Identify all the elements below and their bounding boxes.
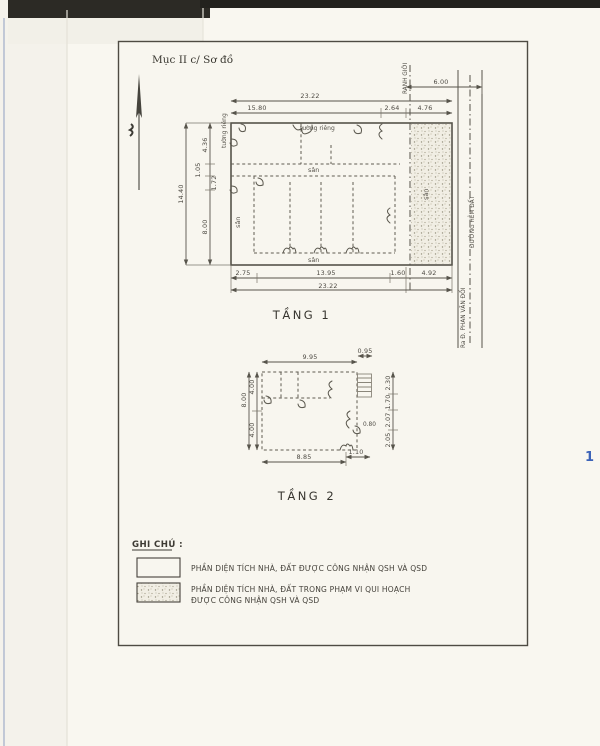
- dim-f2-bot-seg2: 1.10: [348, 448, 364, 456]
- dim-f1-bot-seg3: 1.60: [390, 269, 406, 277]
- floor1-yard-label-bottom: sân: [308, 256, 320, 264]
- legend-item1-label: PHẦN DIỆN TÍCH NHÀ, ĐẤT ĐƯỢC CÔNG NHẬN QSH VÀ QSD: [191, 564, 428, 573]
- dim-f2-right-seg2: 1.70: [384, 394, 392, 410]
- dim-f1-top-total: 23.22: [300, 92, 320, 100]
- dim-f2-left-seg1: 4.00: [248, 379, 256, 395]
- dim-f1-left-seg2: 1.05: [194, 162, 202, 178]
- dim-f2-right-seg4: 2.05: [384, 432, 392, 448]
- dim-f2-right-seg3: 2.07: [384, 412, 392, 428]
- dim-f1-left-seg4: 8.00: [201, 219, 209, 235]
- dim-f1-left-seg3: 1.72: [210, 175, 218, 191]
- road-label: ĐƯỜNG HẺM ĐẤT: [470, 195, 476, 248]
- floor1-title: TẦNG 1: [272, 308, 332, 322]
- legend-swatch-recognized: [137, 558, 180, 577]
- legend-item2-line1: PHẦN DIỆN TÍCH NHÀ, ĐẤT TRONG PHẠM VI QUI HOẠCH: [191, 585, 411, 594]
- dim-f1-top-seg2: 2.64: [384, 104, 400, 112]
- dim-f2-right-seg1: 2.30: [384, 375, 392, 391]
- dim-f1-bot-seg2: 13.95: [316, 269, 336, 277]
- dim-road-width: 6.00: [433, 78, 449, 86]
- legend-swatch-planning: [137, 583, 180, 602]
- dim-f1-left-total: 14.40: [177, 184, 185, 204]
- floor1-yard-label-center: sân: [308, 166, 320, 174]
- floor1-wall-label-left: tường riêng: [221, 113, 228, 148]
- floor1-planning-area: [411, 124, 451, 264]
- dim-f1-bot-seg4: 4.92: [421, 269, 437, 277]
- floor2-title: TẦNG 2: [277, 489, 337, 503]
- dim-f2-bot-seg1: 8.85: [296, 453, 312, 461]
- dim-f1-left-seg1: 4.36: [201, 137, 209, 153]
- page-marker: 1: [585, 450, 595, 465]
- dim-f1-top-seg1: 15.80: [247, 104, 267, 112]
- dim-f2-top-seg2: 0.95: [357, 347, 373, 355]
- dim-f2-left-total: 8.00: [240, 392, 248, 408]
- dim-f1-top-seg3: 4.76: [417, 104, 433, 112]
- dim-f2-inner-door: 0.80: [363, 422, 376, 428]
- legend-item2-line2: ĐƯỢC CÔNG NHẬN QSH VÀ QSD: [191, 596, 320, 605]
- section-header: Mục II c/ Sơ đồ: [152, 54, 234, 66]
- dim-f1-bot-seg1: 2.75: [235, 269, 251, 277]
- boundary-label: RANH GIỚI: [403, 62, 409, 94]
- dim-f1-bot-total: 23.22: [318, 282, 338, 290]
- street-label: Ra Đ. PHAN VĂN ĐỐI: [461, 287, 467, 348]
- floor1-yard-label-right: sân: [422, 188, 430, 200]
- legend-title: GHI CHÚ :: [132, 540, 183, 550]
- floor1-yard-label-left: sân: [234, 216, 242, 228]
- floor1-wall-label-top: tường riêng: [300, 125, 335, 132]
- dim-f2-top-seg1: 9.95: [302, 353, 318, 361]
- dim-f2-left-seg2: 4.00: [248, 422, 256, 438]
